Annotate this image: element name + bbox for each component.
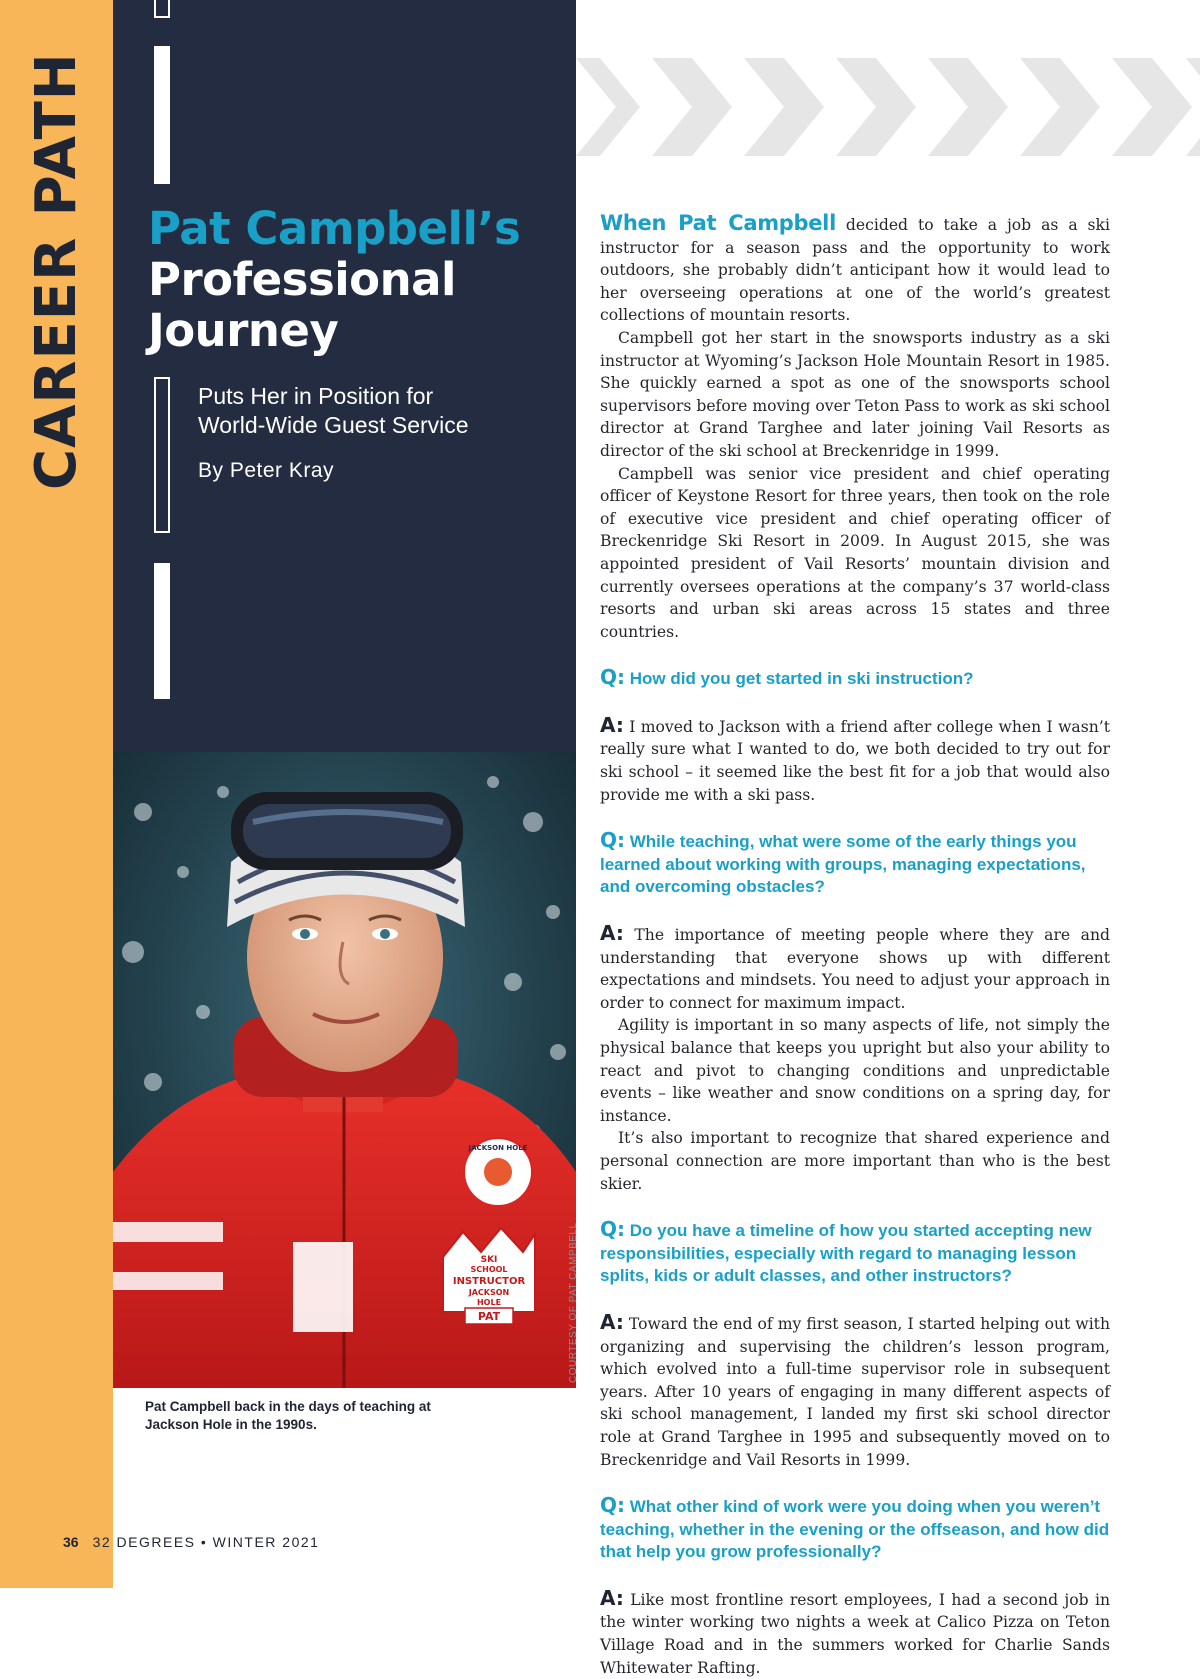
decorative-bar	[154, 0, 170, 18]
question-text: How did you get started in ski instruction?	[629, 669, 974, 689]
question	[600, 1494, 1110, 1564]
lead-in: When Pat Campbell	[600, 211, 836, 235]
decorative-bar	[154, 46, 170, 184]
folio	[63, 1534, 319, 1550]
answer-paragraph: It’s also important to recognize that shared experience and personal connection are more important than who is the best skier.	[600, 1129, 1110, 1193]
page-number: 36	[63, 1534, 79, 1550]
q-mark: Q:	[600, 828, 625, 853]
subhead-line: Puts Her in Position for	[198, 383, 434, 409]
a-mark: A:	[600, 1309, 624, 1334]
a-mark: A:	[600, 712, 624, 737]
question-text: While teaching, what were some of the early things you learned about working with groups, managing expectations, and overcoming obstacles?	[600, 832, 1086, 897]
svg-text:JACKSON HOLE: JACKSON HOLE	[468, 1144, 528, 1152]
article-headline	[148, 203, 568, 356]
headline-line: Pat Campbell’s	[148, 202, 521, 255]
question	[600, 1218, 1110, 1288]
svg-text:HOLE: HOLE	[476, 1298, 502, 1307]
svg-text:JACKSON: JACKSON	[468, 1288, 510, 1297]
paragraph-text: decided to take a job as a ski instructor for a season pass and the opportunity to work outdoors, she probably didn’t anticipant how it would lead to her overseeing operations at one of the world’s greatest collections of mountain resorts.	[600, 216, 1110, 325]
answer-paragraph	[600, 1311, 1110, 1471]
q-mark: Q:	[600, 1493, 625, 1518]
answer-text: Like most frontline resort employees, I had a second job in the winter working two nights a week at Calico Pizza on Teton Village Road and in the summers worked for Charlie Sands Whitewater Rafting.	[600, 1590, 1110, 1677]
answer-text: Toward the end of my first season, I started helping out with organizing and supervising the children’s lesson program, which evolved into a full-time supervisor role in subsequent years. After 10 years of engaging in many different aspects of ski school management, I landed my first ski school director role at Grand Targhee in 1995 and subsequently moved on to Breckenridge and Vail Resorts in 1999.	[600, 1314, 1110, 1469]
headline-line: Professional	[148, 253, 456, 306]
photo-credit: COURTESY OF PAT CAMPBELL	[568, 1222, 579, 1383]
q-mark: Q:	[600, 665, 625, 690]
chevron-pattern	[576, 58, 1200, 156]
portrait-illustration	[113, 752, 576, 1388]
article-paragraph: Campbell was senior vice president and chief operating officer of Keystone Resort for three years, then took on the role of executive vice president and chief operating officer of Breckenridge Ski Resort in 2009. In August 2015, she was appointed president of Vail Resorts’ mountain division and currently oversees operations at the company’s 37 world-class resorts and urban ski areas across 15 states and three countries.	[600, 464, 1110, 641]
a-mark: A:	[600, 1585, 624, 1610]
answer-paragraph	[600, 714, 1110, 806]
q-mark: Q:	[600, 1217, 625, 1242]
article-paragraph	[600, 212, 1110, 327]
decorative-bar-outline	[154, 377, 170, 533]
article-paragraph: Campbell got her start in the snowsports industry as a ski instructor at Wyoming’s Jackson Hole Mountain Resort in 1985. She quickly earned a spot as one of the snowsports school supervisors before moving over Teton Pass to work as ski school director at Grand Targhee and later joining Vail Resorts as director of the ski school at Breckenridge in 1999.	[600, 328, 1110, 460]
question-text: What other kind of work were you doing when you weren’t teaching, whether in the evening or the offseason, and how did that help you grow professionally?	[600, 1497, 1110, 1562]
answer-text: I moved to Jackson with a friend after college when I wasn’t really sure what I wanted to do, we both decided to try out for ski school – it seemed like the best fit for a job that would also provide me with a ski pass.	[600, 717, 1110, 804]
svg-text:INSTRUCTOR: INSTRUCTOR	[452, 1276, 526, 1287]
a-mark: A:	[600, 921, 624, 946]
article-body	[600, 212, 1110, 1679]
answer-text: The importance of meeting people where they are and understanding that everyone shows up with different expectations and mindsets. You need to adjust your approach in order to connect for maximum impact.	[600, 926, 1110, 1012]
portrait-photo	[113, 752, 576, 1388]
question-text: Do you have a timeline of how you started accepting new responsibilities, especially with regard to managing lesson splits, kids or adult classes, and other instructors?	[600, 1221, 1092, 1286]
title-panel	[113, 0, 576, 752]
headline-line: Journey	[148, 304, 339, 357]
byline: By Peter Kray	[198, 459, 335, 482]
answer-paragraph	[600, 922, 1110, 1014]
publication-name: 32 DEGREES • WINTER 2021	[92, 1534, 320, 1550]
photo-caption: Pat Campbell back in the days of teaching at Jackson Hole in the 1990s.	[145, 1399, 431, 1432]
svg-text:PAT: PAT	[477, 1310, 501, 1323]
article-subhead	[198, 382, 558, 440]
svg-text:SKI: SKI	[480, 1255, 498, 1265]
answer-paragraph: Agility is important in so many aspects of life, not simply the physical balance that keeps you upright but also your ability to react and pivot to changing conditions and unpredictable events – like weather and snow conditions on a spring day, for instance.	[600, 1016, 1110, 1125]
subhead-line: World-Wide Guest Service	[198, 412, 469, 438]
answer-paragraph	[600, 1587, 1110, 1679]
question	[600, 829, 1110, 899]
decorative-bar	[154, 563, 170, 699]
svg-text:SCHOOL: SCHOOL	[470, 1265, 508, 1274]
question	[600, 666, 1110, 691]
section-label: CAREER PATH	[24, 52, 89, 490]
